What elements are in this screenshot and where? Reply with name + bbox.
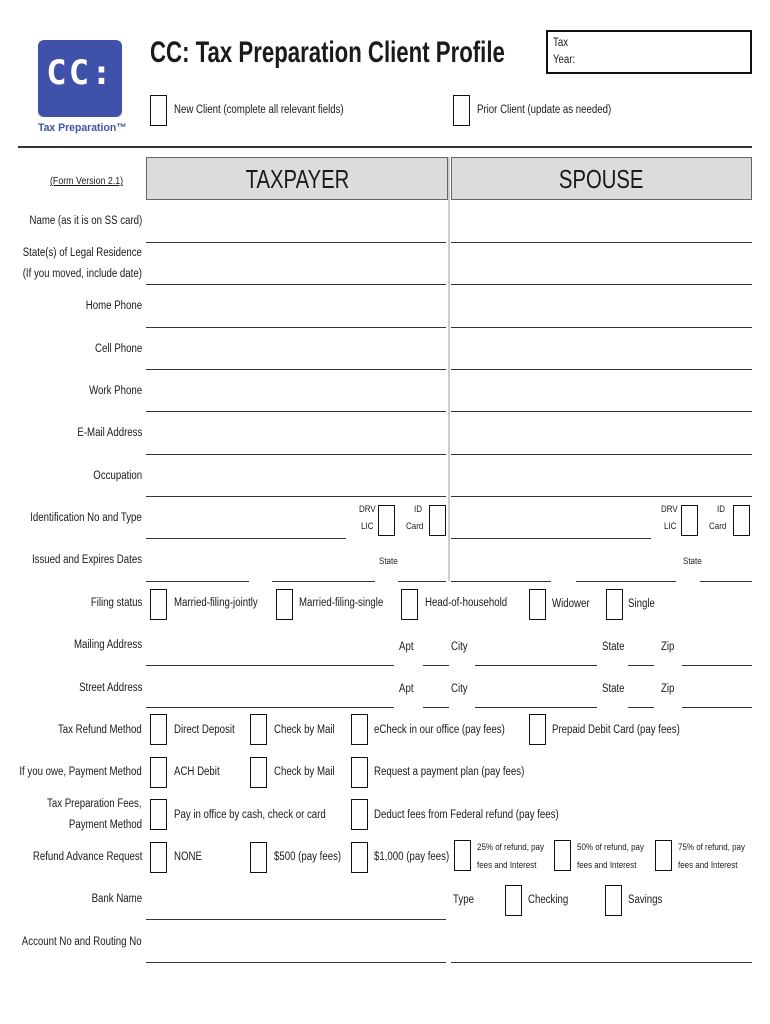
- mailing-zip-label: Zip: [661, 641, 675, 653]
- fees-deduct-label: Deduct fees from Federal refund (pay fees): [374, 809, 559, 821]
- mailing-address-input[interactable]: [146, 665, 394, 666]
- label-owe-method: If you owe, Payment Method: [19, 766, 142, 778]
- refund-direct-deposit-label: Direct Deposit: [174, 724, 235, 736]
- page-title: CC: Tax Preparation Client Profile: [150, 36, 505, 69]
- advance-500-label: $500 (pay fees): [274, 851, 342, 863]
- owe-plan-label: Request a payment plan (pay fees): [374, 766, 525, 778]
- taxpayer-id-checkbox[interactable]: [429, 505, 446, 536]
- bank-checking-checkbox[interactable]: [505, 885, 522, 916]
- label-fees-2: Payment Method: [68, 819, 142, 831]
- street-city-input[interactable]: [475, 707, 597, 708]
- spouse-email-input[interactable]: [451, 454, 752, 455]
- spouse-expires-input[interactable]: [576, 581, 676, 582]
- spouse-id-input[interactable]: [451, 538, 651, 539]
- taxpayer-state-input[interactable]: [146, 284, 446, 285]
- bank-checking-label: Checking: [528, 894, 569, 906]
- advance-1000-checkbox[interactable]: [351, 842, 368, 873]
- bank-name-input[interactable]: [146, 919, 446, 920]
- spouse-id-state-input[interactable]: [700, 581, 752, 582]
- taxpayer-work-phone-input[interactable]: [146, 411, 446, 412]
- spouse-home-phone-input[interactable]: [451, 327, 752, 328]
- refund-echeck-label: eCheck in our office (pay fees): [374, 724, 505, 736]
- taxpayer-occupation-input[interactable]: [146, 496, 446, 497]
- filing-widower-checkbox[interactable]: [529, 589, 546, 620]
- advance-75-label-1: 75% of refund, pay: [678, 842, 745, 853]
- owe-plan-checkbox[interactable]: [351, 757, 368, 788]
- advance-1000-label: $1,000 (pay fees): [374, 851, 450, 863]
- label-mailing: Mailing Address: [73, 639, 142, 651]
- taxpayer-email-input[interactable]: [146, 454, 446, 455]
- filing-single-label: Single: [628, 598, 655, 610]
- street-state-input[interactable]: [628, 707, 654, 708]
- refund-echeck-checkbox[interactable]: [351, 714, 368, 745]
- refund-check-mail-checkbox[interactable]: [250, 714, 267, 745]
- mailing-zip-input[interactable]: [682, 665, 752, 666]
- refund-direct-deposit-checkbox[interactable]: [150, 714, 167, 745]
- spouse-drv-checkbox[interactable]: [681, 505, 698, 536]
- refund-check-mail-label: Check by Mail: [274, 724, 335, 736]
- filing-mfj-checkbox[interactable]: [150, 589, 167, 620]
- advance-75-label-2: fees and Interest: [678, 860, 738, 871]
- advance-50-label-1: 50% of refund, pay: [577, 842, 644, 853]
- spouse-id-label: ID: [717, 504, 725, 515]
- street-zip-label: Zip: [661, 683, 675, 695]
- filing-widower-label: Widower: [552, 598, 590, 610]
- label-name: Name (as it is on SS card): [29, 215, 142, 227]
- advance-25-label-1: 25% of refund, pay: [477, 842, 544, 853]
- taxpayer-name-input[interactable]: [146, 242, 446, 243]
- spouse-id-checkbox[interactable]: [733, 505, 750, 536]
- advance-50-checkbox[interactable]: [554, 840, 571, 871]
- mailing-city-label: City: [451, 641, 468, 653]
- spouse-state-label: State: [683, 556, 702, 567]
- taxpayer-drv-checkbox[interactable]: [378, 505, 395, 536]
- bank-savings-label: Savings: [628, 894, 663, 906]
- owe-ach-label: ACH Debit: [174, 766, 220, 778]
- filing-hoh-label: Head-of-household: [425, 597, 508, 609]
- advance-25-label-2: fees and Interest: [477, 860, 537, 871]
- company-logo: [38, 40, 122, 117]
- advance-none-checkbox[interactable]: [150, 842, 167, 873]
- tax-year-field[interactable]: [546, 30, 752, 74]
- street-zip-input[interactable]: [682, 707, 752, 708]
- mailing-apt-label: Apt: [399, 641, 414, 653]
- filing-hoh-checkbox[interactable]: [401, 589, 418, 620]
- new-client-checkbox[interactable]: [150, 95, 167, 126]
- prior-client-label: Prior Client (update as needed): [477, 104, 612, 116]
- owe-check-mail-label: Check by Mail: [274, 766, 335, 778]
- spouse-name-input[interactable]: [451, 242, 752, 243]
- street-state-label: State: [602, 683, 625, 695]
- street-city-label: City: [451, 683, 468, 695]
- label-refund-method: Tax Refund Method: [58, 724, 142, 736]
- label-street: Street Address: [78, 682, 142, 694]
- fees-deduct-checkbox[interactable]: [351, 799, 368, 830]
- refund-prepaid-checkbox[interactable]: [529, 714, 546, 745]
- mailing-city-input[interactable]: [475, 665, 597, 666]
- owe-check-mail-checkbox[interactable]: [250, 757, 267, 788]
- label-bank-name: Bank Name: [91, 893, 142, 905]
- form-version: (Form Version 2.1): [50, 175, 124, 187]
- taxpayer-expires-input[interactable]: [272, 581, 375, 582]
- mailing-state-label: State: [602, 641, 625, 653]
- spouse-work-phone-input[interactable]: [451, 411, 752, 412]
- bank-savings-checkbox[interactable]: [605, 885, 622, 916]
- label-refund-advance: Refund Advance Request: [32, 851, 142, 863]
- advance-50-label-2: fees and Interest: [577, 860, 637, 871]
- label-state-2: (If you moved, include date): [22, 268, 142, 280]
- taxpayer-lic-label: LIC: [361, 521, 374, 532]
- mailing-state-input[interactable]: [628, 665, 654, 666]
- filing-mfs-label: Married-filing-single: [299, 597, 384, 609]
- label-id-no: Identification No and Type: [30, 512, 142, 524]
- taxpayer-drv-label: DRV: [359, 504, 376, 515]
- logo-text: CC:: [46, 53, 114, 93]
- label-fees-1: Tax Preparation Fees,: [47, 798, 142, 810]
- taxpayer-cell-phone-input[interactable]: [146, 369, 446, 370]
- street-apt-input[interactable]: [423, 707, 449, 708]
- label-email: E-Mail Address: [77, 427, 142, 439]
- taxpayer-issued-input[interactable]: [146, 581, 249, 582]
- spouse-drv-label: DRV: [661, 504, 678, 515]
- advance-75-checkbox[interactable]: [655, 840, 672, 871]
- header-divider: [18, 146, 752, 148]
- taxpayer-card-label: Card: [406, 521, 424, 532]
- street-apt-label: Apt: [399, 683, 414, 695]
- spouse-cell-phone-input[interactable]: [451, 369, 752, 370]
- logo-subtext: Tax Preparation™: [38, 122, 127, 134]
- spouse-issued-input[interactable]: [451, 581, 551, 582]
- label-work-phone: Work Phone: [89, 385, 142, 397]
- filing-mfj-label: Married-filing-jointly: [174, 597, 258, 609]
- refund-prepaid-label: Prepaid Debit Card (pay fees): [552, 724, 680, 736]
- filing-mfs-checkbox[interactable]: [276, 589, 293, 620]
- spouse-lic-label: LIC: [664, 521, 677, 532]
- advance-25-checkbox[interactable]: [454, 840, 471, 871]
- spouse-card-label: Card: [709, 521, 727, 532]
- fees-pay-office-label: Pay in office by cash, check or card: [174, 809, 326, 821]
- label-filing: Filing status: [90, 597, 142, 609]
- prior-client-checkbox[interactable]: [453, 95, 470, 126]
- routing-number-input[interactable]: [451, 962, 752, 963]
- bank-type-label: Type: [453, 894, 474, 906]
- taxpayer-id-label: ID: [414, 504, 422, 515]
- mailing-apt-input[interactable]: [423, 665, 449, 666]
- label-cell-phone: Cell Phone: [94, 343, 142, 355]
- spouse-state-input[interactable]: [451, 284, 752, 285]
- taxpayer-state-label: State: [379, 556, 398, 567]
- filing-single-checkbox[interactable]: [606, 589, 623, 620]
- label-account-no: Account No and Routing No: [22, 936, 142, 948]
- column-separator: [448, 157, 450, 581]
- taxpayer-id-input[interactable]: [146, 538, 346, 539]
- label-home-phone: Home Phone: [85, 300, 142, 312]
- spouse-header: SPOUSE: [451, 157, 752, 200]
- taxpayer-id-state-input[interactable]: [398, 581, 446, 582]
- account-number-input[interactable]: [146, 962, 446, 963]
- taxpayer-header: TAXPAYER: [146, 157, 448, 200]
- spouse-occupation-input[interactable]: [451, 496, 752, 497]
- label-state-1: State(s) of Legal Residence: [22, 247, 142, 259]
- taxpayer-home-phone-input[interactable]: [146, 327, 446, 328]
- label-occupation: Occupation: [93, 470, 142, 482]
- label-issued: Issued and Expires Dates: [31, 554, 142, 566]
- advance-none-label: NONE: [174, 851, 202, 863]
- street-address-input[interactable]: [146, 707, 394, 708]
- new-client-label: New Client (complete all relevant fields): [174, 104, 344, 116]
- tax-year-label: Tax Year:: [553, 37, 576, 66]
- owe-ach-checkbox[interactable]: [150, 757, 167, 788]
- advance-500-checkbox[interactable]: [250, 842, 267, 873]
- fees-pay-office-checkbox[interactable]: [150, 799, 167, 830]
